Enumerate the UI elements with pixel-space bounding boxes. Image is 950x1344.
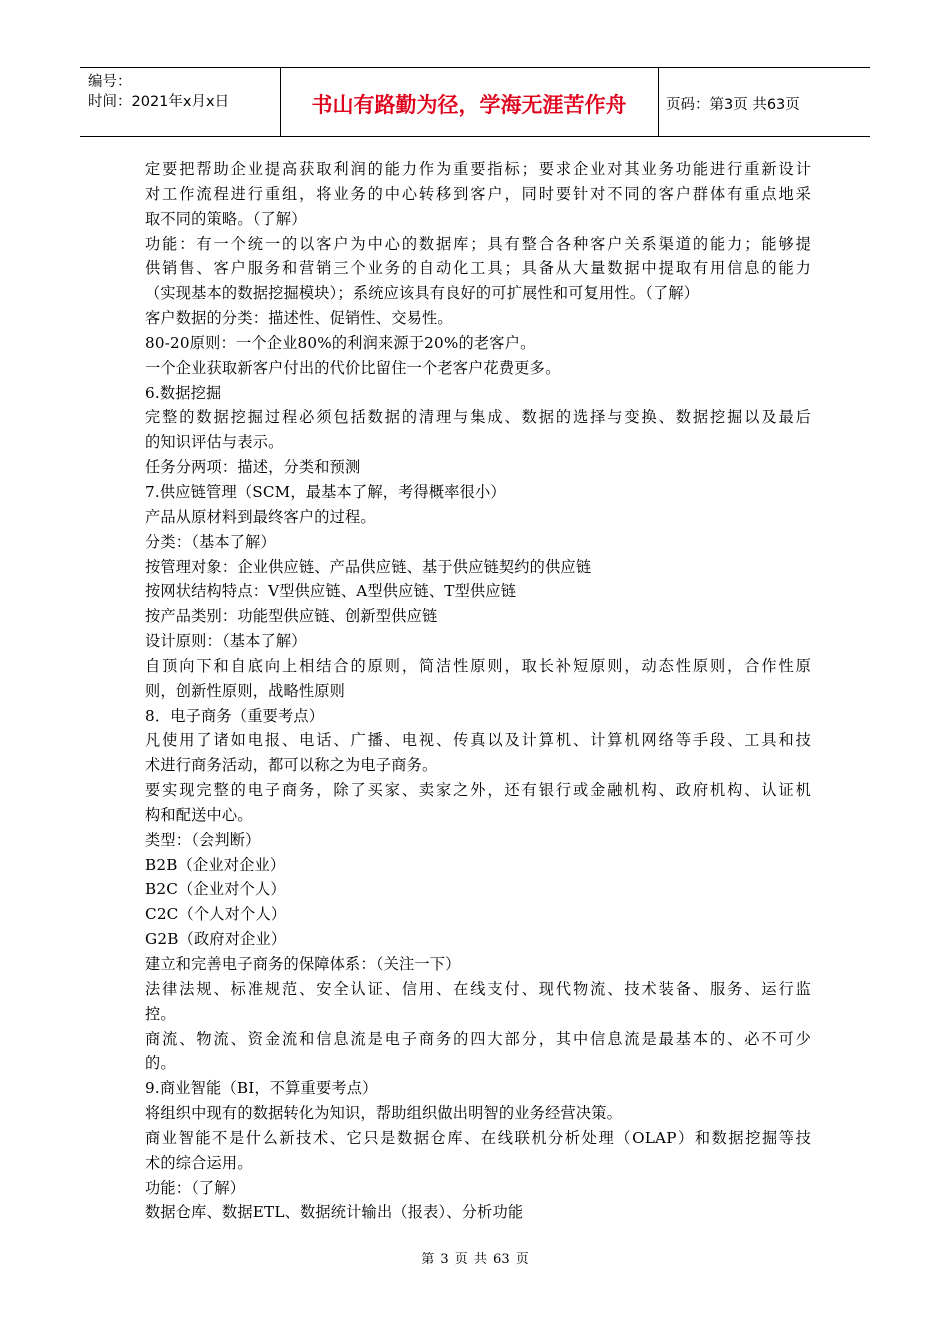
body-line: 凡使用了诸如电报、电话、广播、电视、传真以及计算机、计算机网络等手段、工具和技 <box>145 731 811 750</box>
body-line: 按产品类别：功能型供应链、创新型供应链 <box>145 607 438 626</box>
page-header <box>80 67 870 137</box>
page-footer: 第 3 页 共 63 页 <box>421 1252 529 1267</box>
body-line: 一个企业获取新客户付出的代价比留住一个老客户花费更多。 <box>145 358 561 377</box>
header-page-info: 页码：第3页 共63页 <box>666 97 800 113</box>
body-line: 控。 <box>145 1004 176 1023</box>
body-line: 客户数据的分类：描述性、促销性、交易性。 <box>145 309 453 328</box>
body-line: B2B（企业对企业） <box>145 855 286 874</box>
body-line: 按网状结构特点：V型供应链、A型供应链、T型供应链 <box>145 582 517 601</box>
header-motto: 书山有路勤为径，学海无涯苦作舟 <box>311 93 627 117</box>
body-line: G2B（政府对企业） <box>145 930 287 949</box>
body-line: 按管理对象：企业供应链、产品供应链、基于供应链契约的供应链 <box>145 557 592 576</box>
header-top-rule <box>80 67 870 68</box>
body-line: 则，创新性原则，战略性原则 <box>145 681 346 700</box>
body-line: 术进行商务活动，都可以称之为电子商务。 <box>145 756 438 775</box>
body-line: 6.数据挖掘 <box>145 383 222 402</box>
body-line: 类型：（会判断） <box>145 830 261 849</box>
body-line: 术的综合运用。 <box>145 1153 253 1172</box>
header-divider-right <box>658 67 659 137</box>
body-line: 构和配送中心。 <box>145 805 253 824</box>
body-line: 自顶向下和自底向上相结合的原则，简洁性原则，取长补短原则，动态性原则，合作性原 <box>145 656 811 675</box>
body-line: 80-20原则：一个企业80%的利润来源于20%的老客户。 <box>145 333 536 352</box>
body-line: 任务分两项：描述，分类和预测 <box>145 458 361 477</box>
body-line: 商流、物流、资金流和信息流是电子商务的四大部分，其中信息流是最基本的、必不可少 <box>145 1029 811 1048</box>
body-line: 9.商业智能（BI，不算重要考点） <box>145 1079 378 1098</box>
body-line: C2C（个人对个人） <box>145 905 287 924</box>
body-line: 将组织中现有的数据转化为知识，帮助组织做出明智的业务经营决策。 <box>145 1104 623 1123</box>
document-body <box>145 157 811 1225</box>
body-line: 商业智能不是什么新技术、它只是数据仓库、在线联机分析处理（OLAP）和数据挖掘等技 <box>145 1128 811 1147</box>
body-line: 的知识评估与表示。 <box>145 433 284 452</box>
body-line: 产品从原材料到最终客户的过程。 <box>145 507 376 526</box>
body-line: 的。 <box>145 1054 176 1073</box>
body-line: 设计原则：（基本了解） <box>145 632 307 651</box>
body-line: 功能：（了解） <box>145 1178 246 1197</box>
body-line: 数据仓库、数据ETL、数据统计输出（报表）、分析功能 <box>145 1203 524 1222</box>
header-bottom-rule <box>80 136 870 137</box>
body-line: 取不同的策略。（了解） <box>145 209 307 228</box>
header-meta <box>88 72 229 112</box>
body-line: （实现基本的数据挖掘模块）；系统应该具有良好的可扩展性和可复用性。（了解） <box>145 284 700 303</box>
body-line: 完整的数据挖掘过程必须包括数据的清理与集成、数据的选择与变换、数据挖掘以及最后 <box>145 408 811 427</box>
body-line: 要实现完整的电子商务，除了买家、卖家之外，还有银行或金融机构、政府机构、认证机 <box>145 781 811 800</box>
body-line: 定要把帮助企业提高获取利润的能力作为重要指标；要求企业对其业务功能进行重新设计 <box>145 160 811 178</box>
body-line: 对工作流程进行重组，将业务的中心转移到客户，同时要针对不同的客户群体有重点地采 <box>145 184 811 203</box>
date-label: 时间：2021年x月x日 <box>88 94 230 110</box>
body-line: 分类：（基本了解） <box>145 532 276 551</box>
body-line: 供销售、客户服务和营销三个业务的自动化工具；具备从大量数据中提取有用信息的能力 <box>145 259 811 278</box>
serial-label: 编号： <box>88 74 132 90</box>
body-line: 7.供应链管理（SCM，最基本了解，考得概率很小） <box>145 482 506 501</box>
body-line: 8．电子商务（重要考点） <box>145 706 325 725</box>
body-line: 法律法规、标准规范、安全认证、信用、在线支付、现代物流、技术装备、服务、运行监 <box>145 979 811 998</box>
body-line: B2C（企业对个人） <box>145 880 286 899</box>
body-line: 功能：有一个统一的以客户为中心的数据库；具有整合各种客户关系渠道的能力；能够提 <box>145 234 811 253</box>
body-line: 建立和完善电子商务的保障体系：（关注一下） <box>145 955 461 973</box>
